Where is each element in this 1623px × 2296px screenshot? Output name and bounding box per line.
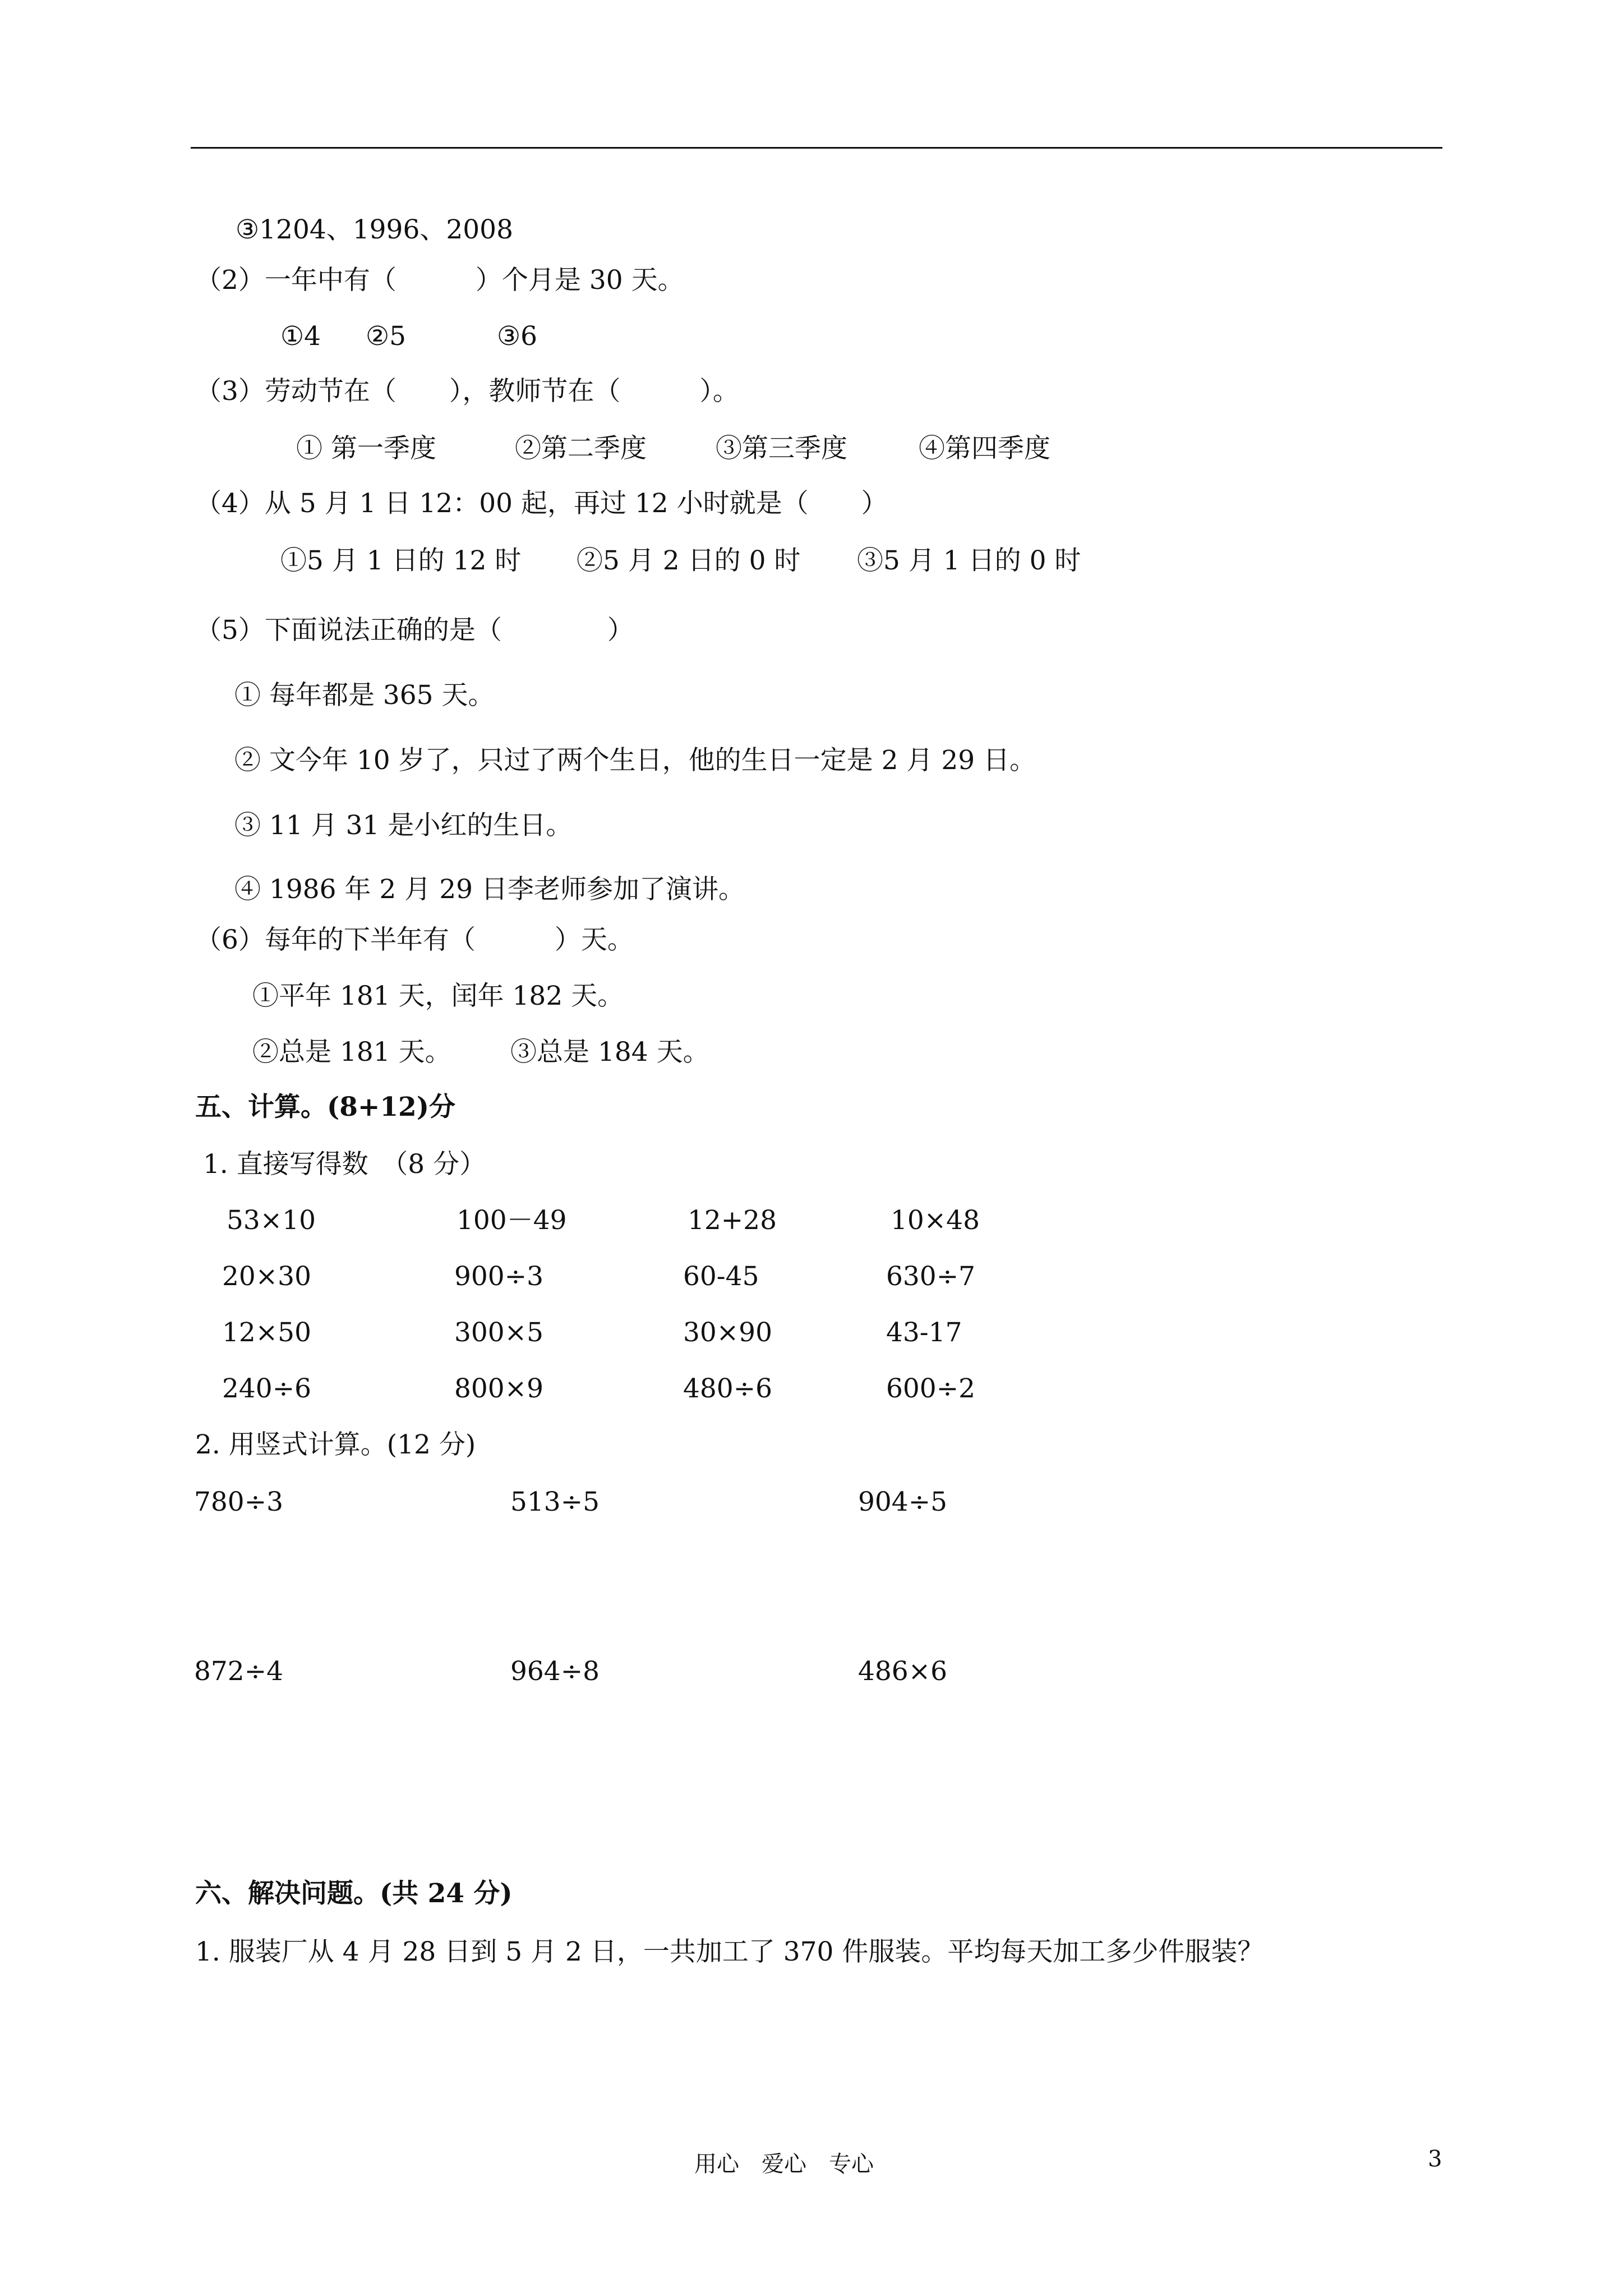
oral-calc-item: 800×9 bbox=[454, 1373, 543, 1404]
vertical-calc-item: 872÷4 bbox=[194, 1656, 283, 1687]
q5-option-2: ② 文今年 10 岁了，只过了两个生日，他的生日一定是 2 月 29 日。 bbox=[234, 745, 1036, 776]
q5-stem: （5）下面说法正确的是（ ） bbox=[195, 615, 634, 646]
oral-calc-item: 12+28 bbox=[688, 1205, 777, 1236]
q6-option-2: ②总是 181 天。 bbox=[252, 1037, 451, 1068]
oral-calc-item: 900÷3 bbox=[454, 1261, 543, 1292]
vertical-calc-item: 486×6 bbox=[858, 1656, 947, 1687]
q3-option-3: ③第三季度 bbox=[716, 433, 847, 464]
q4-option-2: ②5 月 2 日的 0 时 bbox=[577, 545, 801, 576]
q5-option-3: ③ 11 月 31 是小红的生日。 bbox=[234, 810, 573, 841]
oral-calc-item: 12×50 bbox=[222, 1317, 311, 1348]
q4-option-3: ③5 月 1 日的 0 时 bbox=[857, 545, 1081, 576]
q4-stem: （4）从 5 月 1 日 12：00 起，再过 12 小时就是（ ） bbox=[195, 488, 888, 519]
q2-option-1: ①4 bbox=[280, 321, 321, 352]
oral-calc-item: 20×30 bbox=[222, 1261, 311, 1292]
oral-calc-item: 30×90 bbox=[683, 1317, 772, 1348]
q6-option-1: ①平年 181 天，闰年 182 天。 bbox=[252, 981, 624, 1011]
oral-calc-item: 53×10 bbox=[227, 1205, 316, 1236]
oral-calc-item: 43-17 bbox=[886, 1317, 962, 1348]
q6-option-3: ③总是 184 天。 bbox=[510, 1037, 709, 1068]
q5-option-4: ④ 1986 年 2 月 29 日李老师参加了演讲。 bbox=[234, 874, 745, 905]
q2-option-3: ③6 bbox=[497, 321, 538, 352]
q1-option-3: ③1204、1996、2008 bbox=[236, 214, 513, 245]
problem-1: 1. 服装厂从 4 月 28 日到 5 月 2 日，一共加工了 370 件服装。平均每天加工多少件服装？ bbox=[195, 1936, 1264, 1967]
section-6-heading: 六、解决问题。(共 24 分) bbox=[195, 1878, 513, 1909]
q4-option-1: ①5 月 1 日的 12 时 bbox=[280, 545, 522, 576]
q3-option-4: ④第四季度 bbox=[919, 433, 1050, 464]
q5-option-1: ① 每年都是 365 天。 bbox=[234, 680, 495, 711]
q3-stem: （3）劳动节在（ ），教师节在（ ）。 bbox=[195, 376, 739, 407]
q3-option-1: ① 第一季度 bbox=[296, 433, 436, 464]
oral-calc-item: 630÷7 bbox=[886, 1261, 975, 1292]
oral-calc-item: 60-45 bbox=[683, 1261, 759, 1292]
footer-motto: 用心 爱心 专心 bbox=[694, 2151, 874, 2177]
vertical-calc-item: 513÷5 bbox=[510, 1487, 600, 1517]
oral-calc-item: 600÷2 bbox=[886, 1373, 975, 1404]
part-2-title: 2. 用竖式计算。(12 分) bbox=[195, 1429, 476, 1460]
oral-calc-item: 480÷6 bbox=[683, 1373, 772, 1404]
q3-option-2: ②第二季度 bbox=[515, 433, 647, 464]
q2-stem: （2）一年中有（ ）个月是 30 天。 bbox=[195, 265, 684, 296]
page-number: 3 bbox=[1428, 2146, 1442, 2172]
oral-calc-item: 300×5 bbox=[454, 1317, 543, 1348]
part-1-title: 1. 直接写得数 （8 分） bbox=[203, 1149, 486, 1180]
vertical-calc-item: 904÷5 bbox=[858, 1487, 947, 1517]
q2-option-2: ②5 bbox=[366, 321, 407, 352]
q6-stem: （6）每年的下半年有（ ）天。 bbox=[195, 924, 634, 955]
oral-calc-item: 240÷6 bbox=[222, 1373, 311, 1404]
oral-calc-item: 10×48 bbox=[891, 1205, 980, 1236]
oral-calc-item: 100－49 bbox=[457, 1205, 567, 1236]
header-rule bbox=[191, 147, 1442, 149]
vertical-calc-item: 780÷3 bbox=[194, 1487, 283, 1517]
vertical-calc-item: 964÷8 bbox=[510, 1656, 600, 1687]
section-5-heading: 五、计算。(8+12)分 bbox=[195, 1092, 455, 1122]
